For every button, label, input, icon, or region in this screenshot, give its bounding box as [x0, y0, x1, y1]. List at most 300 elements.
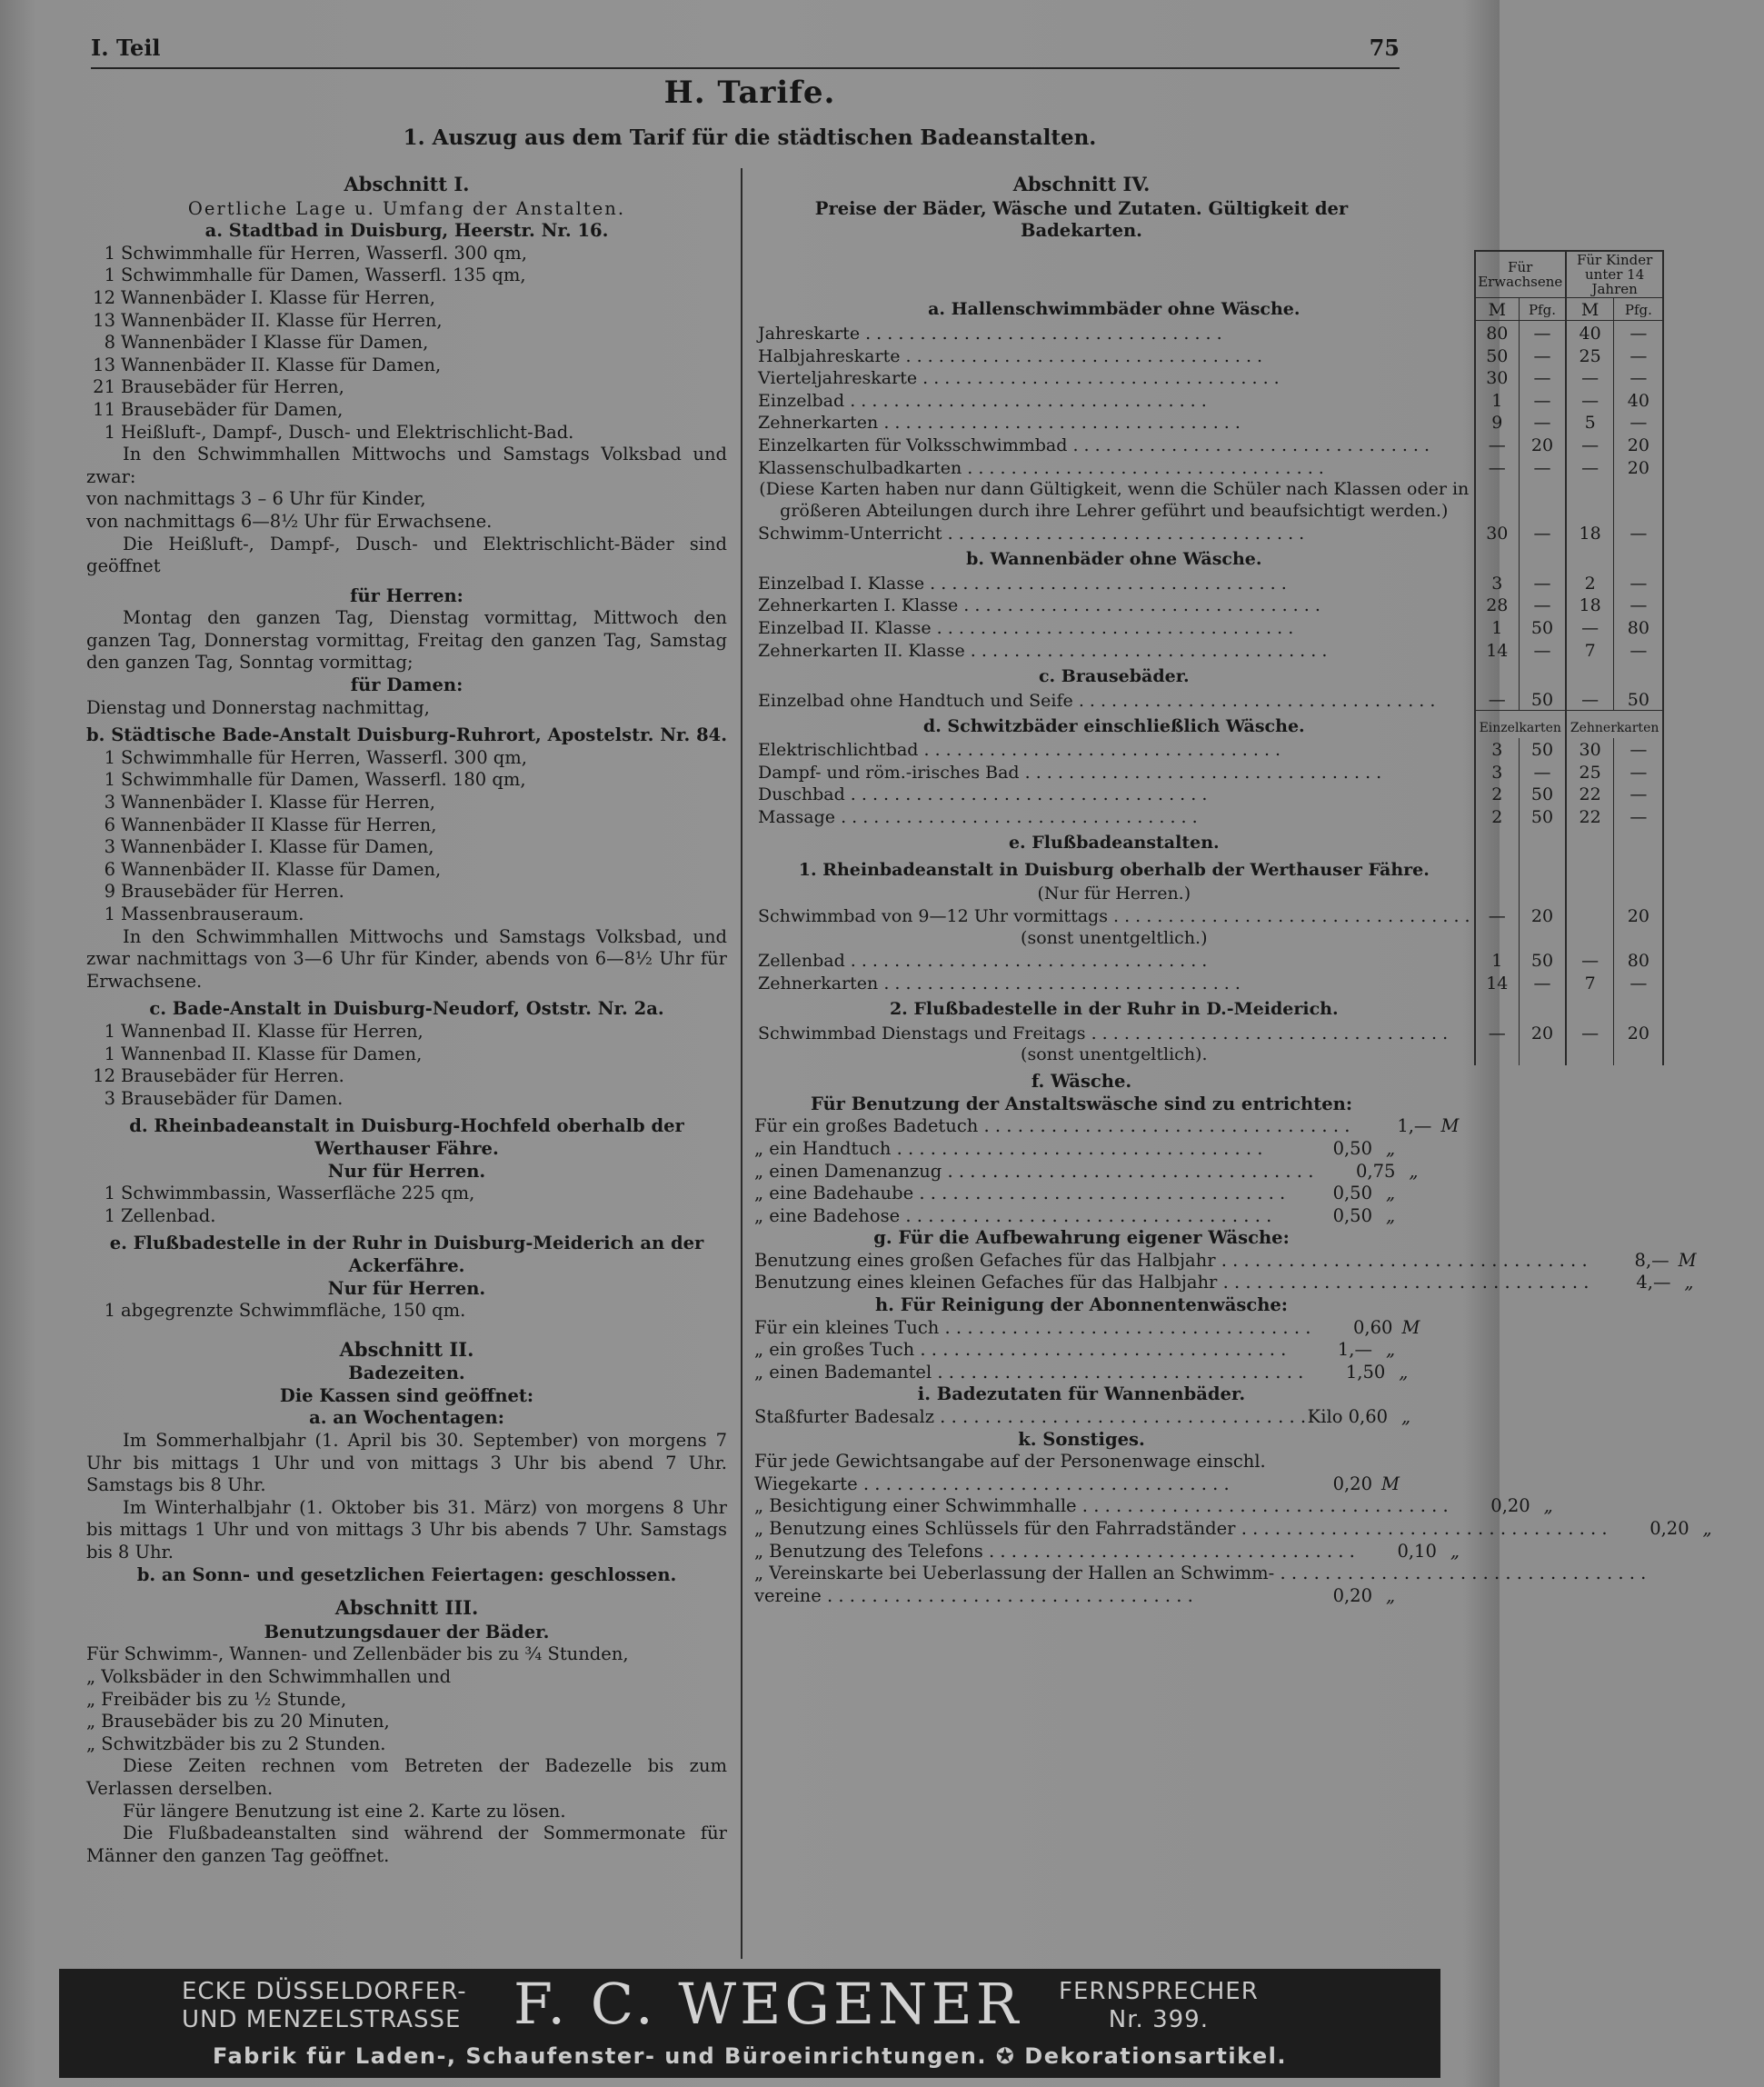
th-pf-2: Pfg. [1614, 297, 1663, 321]
item-count: 9 [104, 881, 115, 903]
price-line-label: „ einen Bademantel . . . [754, 1362, 1303, 1383]
aufbewahrung-heading: g. Für die Aufbewahrung eigener Wäsche: [873, 1227, 1290, 1249]
price-line-unit: M [1440, 1115, 1460, 1137]
damen-times: Dienstag und Donnerstag nachmittag, [86, 696, 430, 718]
row-label [754, 321, 1475, 344]
price-cell: 40 [1614, 388, 1663, 411]
price-line-unit: „ [1702, 1518, 1712, 1539]
price-cell: — [1520, 388, 1566, 411]
price-line-text [754, 1115, 1350, 1138]
table-row [754, 783, 1663, 805]
row-label-text: Zehnerkarten I. Klasse . . . [758, 595, 1321, 615]
price-cell: 80 [1614, 615, 1663, 638]
price-line-unit: „ [1401, 1406, 1411, 1428]
waesche-sub: Für Benutzung der Anstaltswäsche sind zu entrichten: [810, 1093, 1353, 1114]
item-count: 21 [93, 376, 115, 398]
price-cell [1614, 661, 1663, 688]
price-line-text [754, 1585, 1291, 1608]
price-cell [1566, 882, 1614, 904]
right-column [754, 168, 1712, 1607]
price-cell: — [1475, 688, 1520, 711]
row-label-text: Schwimmbad Dienstags und Freitags . . . [758, 1024, 1448, 1044]
stadtbad-geoeffnet: Die Heißluft-, Dampf-, Dusch- und Elektrischlicht-Bäder sind geöffnet [86, 533, 727, 577]
price-cell: — [1566, 688, 1614, 711]
price-line-label: Für ein großes Badetuch . . . [754, 1115, 1350, 1136]
badezutaten-heading: i. Badezutaten für Wannenbäder. [917, 1383, 1246, 1405]
price-cell: — [1614, 411, 1663, 434]
price-line [754, 1183, 1409, 1205]
item-count: 3 [104, 836, 115, 858]
list-item [86, 310, 727, 333]
price-cell [1475, 661, 1520, 688]
klassen-note: (Diese Karten haben nur dann Gültigkeit, wenn die Schüler nach Klassen oder in größeren Abteilungen durch ihre Lehrer geführt und beaufsichtigt werden.) [759, 478, 1470, 521]
item-text: Wannenbäder I. Klasse für Herren, [121, 286, 435, 308]
price-cell [1475, 926, 1520, 949]
list-item [86, 265, 727, 287]
price-line-amount: 0,50 [1332, 1204, 1372, 1226]
table-section-row [754, 994, 1663, 1021]
item-count: 1 [104, 904, 115, 924]
wannen-heading: b. Wannenbäder ohne Wäsche. [966, 549, 1262, 570]
price-cell: — [1566, 433, 1614, 455]
price-cell: 50 [1614, 688, 1663, 711]
item-text: Brausebäder für Damen, [121, 398, 344, 420]
item-count: 1 [104, 1183, 115, 1204]
price-line-text [754, 1495, 1449, 1518]
item-count: 3 [104, 1087, 115, 1109]
meiderich-heading: e. Flußbadestelle in der Ruhr in Duisburg-Meiderich an der Ackerfähre. [109, 1233, 704, 1276]
th-kinder: Für Kinder unter 14 Jahren [1566, 251, 1663, 298]
price-cell: 7 [1566, 971, 1614, 994]
rhein-heading: 1. Rheinbadeanstalt in Duisburg oberhalb der Werthauser Fähre. [798, 859, 1430, 880]
price-line [754, 1205, 1409, 1228]
hallen-heading: a. Hallenschwimmbäder ohne Wäsche. [928, 298, 1301, 319]
table-row [754, 638, 1663, 661]
row-label [754, 949, 1475, 972]
price-line-amount: 0,50 [1332, 1183, 1372, 1204]
price-cell: — [1614, 366, 1663, 389]
price-line-text [754, 1362, 1303, 1384]
rhein-sonst: (sonst unentgeltlich.) [1021, 927, 1208, 948]
price-line-unit: „ [1399, 1361, 1409, 1383]
stadtbad-volksbad: In den Schwimmhallen Mittwochs und Samstags Volksbad und zwar: [86, 444, 727, 487]
row-label [754, 344, 1475, 366]
price-line-amount: Kilo 0,60 [1307, 1406, 1389, 1428]
price-cell: 40 [1566, 321, 1614, 344]
price-cell [1614, 854, 1663, 882]
price-cell: 20 [1520, 433, 1566, 455]
benutzung-note-1: Diese Zeiten rechnen vom Betreten der Badezelle bis zum Verlassen derselben. [86, 1755, 727, 1799]
price-cell: — [1520, 571, 1566, 594]
price-cell: — [1475, 433, 1520, 455]
running-header [91, 31, 1400, 69]
list-item [86, 904, 727, 926]
price-line-text [754, 1205, 1291, 1228]
list-item [86, 1205, 727, 1228]
item-text: abgegrenzte Schwimmfläche, 150 qm. [121, 1300, 466, 1322]
price-cell [1614, 544, 1663, 571]
price-line-label: Benutzung eines großen Gefaches für das Halbjahr . . . [754, 1250, 1588, 1271]
table-row [754, 760, 1663, 783]
price-line-label: „ ein großes Tuch . . . [754, 1339, 1286, 1360]
price-cell: 3 [1475, 760, 1520, 783]
price-line-amount: 1,— [1397, 1115, 1432, 1137]
list-item [86, 814, 727, 837]
price-cell: 22 [1566, 804, 1614, 827]
price-cell [1520, 1044, 1566, 1066]
ad-company-name: F. C. WEGENER [513, 1971, 1022, 2037]
row-label-text: Einzelbad . . . [758, 391, 1207, 411]
price-cell: 20 [1520, 904, 1566, 927]
list-item: „ Freibäder bis zu ½ Stunde, [86, 1688, 347, 1710]
advertisement-banner [59, 1969, 1440, 2078]
item-text: Schwimmhalle für Damen, Wasserfl. 135 qm, [121, 265, 526, 286]
row-label-text: Elektrischlichtbad . . . [758, 740, 1281, 760]
section-2-subtitle: Badezeiten. [348, 1363, 465, 1384]
hochfeld-heading: d. Rheinbadeanstalt in Duisburg-Hochfeld oberhalb der Werthauser Fähre. [129, 1115, 684, 1159]
price-cell [1614, 882, 1663, 904]
fluss-heading: e. Flußbadeanstalten. [1008, 832, 1220, 853]
schwitz-heading: d. Schwitzbäder einschließlich Wäsche. [922, 715, 1305, 736]
item-count: 6 [104, 814, 115, 835]
list-item [86, 747, 727, 770]
price-cell: 5 [1566, 411, 1614, 434]
price-line-amount: 0,10 [1397, 1540, 1437, 1562]
price-cell [1475, 1044, 1520, 1066]
price-line [754, 1115, 1460, 1138]
list-item: „ Volksbäder in den Schwimmhallen und [86, 1666, 452, 1687]
section-2-title: Abschnitt II. [339, 1337, 474, 1361]
price-line [754, 1316, 1420, 1340]
item-text: Schwimmhalle für Herren, Wasserfl. 300 qm, [121, 746, 527, 768]
price-cell [1520, 994, 1566, 1021]
row-label [754, 594, 1475, 616]
row-label-text: Jahreskarte . . . [758, 324, 1222, 344]
item-text: Wannenbäder I. Klasse für Herren, [121, 792, 435, 814]
ad-phone-label: FERNSPRECHER [1059, 1978, 1259, 2005]
item-text: Wannenbäder II Klasse für Herren, [121, 814, 437, 835]
benutzung-note-3: Die Flußbadeanstalten sind während der Sommermonate für Männer den ganzen Tag geöffnet. [86, 1822, 727, 1866]
list-item [86, 859, 727, 882]
price-cell [1614, 827, 1663, 854]
table-row [754, 321, 1663, 344]
table-row [754, 344, 1663, 366]
sonstiges-heading: k. Sonstiges. [1018, 1428, 1145, 1450]
ruhr-sonst: (sonst unentgeltlich). [1021, 1044, 1208, 1065]
item-text: Schwimmhalle für Damen, Wasserfl. 180 qm, [121, 769, 526, 791]
price-cell [1520, 926, 1566, 949]
item-count: 1 [104, 1043, 115, 1064]
th-m-2: M [1566, 297, 1614, 321]
damen-heading: für Damen: [350, 674, 463, 696]
list-item [86, 1088, 727, 1111]
row-label-text: Halbjahreskarte . . . [758, 346, 1262, 366]
price-line-text [754, 1138, 1291, 1161]
price-line-unit: „ [1684, 1272, 1694, 1293]
item-count: 1 [104, 769, 115, 791]
list-item [86, 1300, 727, 1323]
price-cell: — [1614, 594, 1663, 616]
herren-heading: für Herren: [350, 584, 463, 606]
price-line-label: „ einen Damenanzug . . . [754, 1161, 1313, 1182]
price-cell [1614, 478, 1663, 522]
price-line [754, 1473, 1409, 1496]
price-line-amount: 0,20 [1649, 1518, 1689, 1539]
table-row [754, 688, 1663, 711]
price-line-text [754, 1250, 1588, 1273]
th-pf-1: Pfg. [1520, 297, 1566, 321]
price-cell [1475, 827, 1520, 854]
left-column [86, 168, 727, 1867]
table-row [754, 411, 1663, 434]
price-line-label: vereine . . . [754, 1585, 1193, 1606]
extras-section [754, 1071, 1712, 1607]
price-cell: — [1614, 783, 1663, 805]
row-label [754, 455, 1475, 478]
benutzungsdauer-list [86, 1643, 727, 1755]
section-1-subtitle: Oertliche Lage u. Umfang der Anstalten. [187, 197, 626, 219]
price-cell: 50 [1520, 949, 1566, 972]
price-cell: — [1614, 804, 1663, 827]
price-cell [1614, 994, 1663, 1021]
list-item: „ Schwitzbäder bis zu 2 Stunden. [86, 1733, 386, 1754]
price-cell: — [1614, 344, 1663, 366]
price-line-unit: „ [1385, 1183, 1396, 1204]
table-note-row [754, 1044, 1663, 1066]
item-text: Wannenbäder II. Klasse für Damen, [121, 354, 442, 375]
meiderich-list [86, 1300, 727, 1323]
price-cell: — [1520, 760, 1566, 783]
item-text: Zellenbad. [121, 1204, 216, 1226]
item-text: Brausebäder für Herren. [121, 881, 344, 903]
table-row [754, 971, 1663, 994]
row-label-text: Duschbad . . . [758, 784, 1207, 804]
table-row [754, 904, 1663, 927]
price-cell: 9 [1475, 411, 1520, 434]
price-line-unit: M [1678, 1249, 1697, 1271]
price-line-amount: 0,20 [1332, 1473, 1372, 1494]
price-cell: — [1614, 522, 1663, 544]
price-line-text [754, 1317, 1311, 1340]
feiertage-text: b. an Sonn- und gesetzlichen Feiertagen: geschlossen. [136, 1563, 677, 1585]
price-cell: 2 [1475, 804, 1520, 827]
neudorf-list [86, 1021, 727, 1110]
item-count: 13 [93, 309, 115, 331]
page-number: 75 [1369, 35, 1400, 61]
table-row [754, 455, 1663, 478]
price-line-label: „ eine Badehaube . . . [754, 1183, 1285, 1203]
ruhrort-heading: b. Städtische Bade-Anstalt Duisburg-Ruhrort, Apostelstr. Nr. 84. [86, 724, 728, 746]
row-label-text: Vierteljahreskarte . . . [758, 368, 1280, 388]
table-note-row [754, 882, 1663, 904]
winterhalbjahr-text: Im Winterhalbjahr (1. Oktober bis 31. März) von morgens 8 Uhr bis mittags 1 Uhr und von mittags 3 Uhr bis abends 7 Uhr. Samstags bis 8 Uhr. [86, 1496, 727, 1563]
price-cell: 2 [1475, 783, 1520, 805]
price-cell: — [1566, 1021, 1614, 1044]
price-cell: 3 [1475, 571, 1520, 594]
row-label-text: Einzelbad I. Klasse . . . [758, 574, 1287, 594]
price-cell: 50 [1475, 344, 1520, 366]
brause-heading: c. Brausebäder. [1038, 665, 1190, 686]
price-cell: 50 [1520, 688, 1566, 711]
price-cell [1614, 1044, 1663, 1066]
item-count: 1 [104, 746, 115, 768]
price-line-label: Staßfurter Badesalz . . . [754, 1406, 1306, 1427]
price-line-text [754, 1563, 1646, 1585]
table-row [754, 1021, 1663, 1044]
item-count: 8 [104, 332, 115, 354]
price-line-unit: „ [1409, 1160, 1419, 1182]
price-cell: 20 [1614, 455, 1663, 478]
price-line-text [754, 1183, 1291, 1205]
ad-address [182, 1978, 467, 2034]
price-line [754, 1518, 1712, 1541]
table-row [754, 366, 1663, 389]
price-cell: 1 [1475, 388, 1520, 411]
price-cell: 1 [1475, 949, 1520, 972]
row-label [754, 971, 1475, 994]
price-line-amount: 1,50 [1345, 1361, 1386, 1383]
price-cell: 14 [1475, 971, 1520, 994]
price-line-amount: 0,20 [1332, 1584, 1372, 1606]
row-label-text: Schwimmbad von 9—12 Uhr vormittags . . . [758, 906, 1470, 926]
price-cell: — [1475, 904, 1520, 927]
waesche-heading: f. Wäsche. [1031, 1071, 1132, 1093]
list-item [86, 332, 727, 354]
benutzung-note-2: Für längere Benutzung ist eine 2. Karte zu lösen. [123, 1800, 566, 1822]
ad-tagline: Fabrik für Laden-, Schaufenster- und Büroeinrichtungen. ✪ Dekorationsartikel. [212, 2043, 1288, 2069]
table-row [754, 615, 1663, 638]
price-cell: 7 [1566, 638, 1614, 661]
price-line [754, 1138, 1409, 1161]
price-cell: 20 [1614, 904, 1663, 927]
price-cell: 50 [1520, 615, 1566, 638]
price-cell: — [1520, 971, 1566, 994]
row-label-text: Einzelbad II. Klasse . . . [758, 618, 1293, 638]
price-cell: 20 [1520, 1021, 1566, 1044]
price-line-text [754, 1161, 1313, 1183]
row-label-text: Einzelkarten für Volksschwimmbad . . . [758, 435, 1430, 455]
table-row [754, 949, 1663, 972]
price-cell [1566, 854, 1614, 882]
price-cell [1475, 478, 1520, 522]
row-label [754, 615, 1475, 638]
row-label-text: Zehnerkarten . . . [758, 974, 1241, 994]
section-1-title: Abschnitt I. [344, 173, 470, 195]
price-cell [1566, 994, 1614, 1021]
price-cell [1566, 904, 1614, 927]
row-label [754, 433, 1475, 455]
item-count: 6 [104, 858, 115, 880]
item-count: 12 [93, 1065, 115, 1087]
price-cell: — [1520, 455, 1566, 478]
table-row [754, 738, 1663, 761]
item-text: Wannenbäder I Klasse für Damen, [121, 332, 429, 354]
price-line-amount: 8,— [1634, 1249, 1669, 1271]
price-cell: 25 [1566, 760, 1614, 783]
item-count: 1 [104, 1020, 115, 1042]
hochfeld-sub: Nur für Herren. [327, 1160, 486, 1182]
price-line-unit: „ [1543, 1495, 1553, 1517]
item-text: Wannenbad II. Klasse für Damen, [121, 1043, 423, 1064]
list-item [86, 1065, 727, 1088]
list-item [86, 354, 727, 377]
item-text: Brausebäder für Herren, [121, 376, 344, 398]
item-count: 13 [93, 354, 115, 375]
price-line-text [754, 1406, 1306, 1429]
price-cell [1475, 854, 1520, 882]
price-cell: — [1614, 321, 1663, 344]
price-line-unit: „ [1385, 1204, 1396, 1226]
row-label-text: Schwimm-Unterricht . . . [758, 524, 1304, 544]
page-title: H. Tarife. [663, 75, 836, 111]
stadtbad-heading: a. Stadtbad in Duisburg, Heerstr. Nr. 16. [204, 220, 609, 242]
price-cell: 20 [1614, 433, 1663, 455]
price-line [754, 1249, 1697, 1273]
price-line [754, 1540, 1460, 1563]
price-cell: — [1614, 638, 1663, 661]
price-cell: 22 [1566, 783, 1614, 805]
item-text: Schwimmbassin, Wasserfläche 225 qm, [121, 1183, 475, 1204]
price-cell: 25 [1566, 344, 1614, 366]
table-section-row [754, 661, 1663, 688]
row-label [754, 904, 1475, 927]
price-line [754, 1362, 1409, 1384]
table-row [754, 433, 1663, 455]
price-cell [1475, 544, 1520, 571]
price-line-label: „ eine Badehose . . . [754, 1205, 1271, 1226]
row-label [754, 760, 1475, 783]
price-cell: 80 [1475, 321, 1520, 344]
row-label-text: Zellenbad . . . [758, 951, 1207, 971]
price-line [754, 1585, 1409, 1608]
list-item [86, 792, 727, 814]
ad-address-line-1: ECKE DÜSSELDORFER- [182, 1978, 467, 2005]
price-cell: 14 [1475, 638, 1520, 661]
price-line-unit: „ [1385, 1584, 1396, 1606]
price-cell [1520, 544, 1566, 571]
row-label [754, 783, 1475, 805]
list-item [86, 1183, 727, 1205]
herren-times: Montag den ganzen Tag, Dienstag vormittag, Mittwoch den ganzen Tag, Donnerstag vormittag, Freitag den ganzen Tag, Samstag den ganzen Tag, Sonntag vormittag; [86, 607, 727, 674]
row-label [754, 522, 1475, 544]
page-subtitle: 1. Auszug aus dem Tarif für die städtischen Badeanstalten. [403, 125, 1097, 150]
neudorf-heading: c. Bade-Anstalt in Duisburg-Neudorf, Oststr. Nr. 2a. [149, 998, 664, 1020]
price-line-unit [1728, 1563, 1764, 1585]
price-cell: — [1520, 366, 1566, 389]
price-line-unit: „ [1385, 1339, 1396, 1361]
price-cell [1520, 882, 1566, 904]
meiderich-sub: Nur für Herren. [327, 1277, 486, 1299]
stadtbad-kinder: von nachmittags 3 – 6 Uhr für Kinder, [86, 488, 426, 510]
price-cell: — [1520, 411, 1566, 434]
section-3-title: Abschnitt III. [334, 1596, 479, 1620]
row-label [754, 688, 1475, 711]
item-count: 3 [104, 792, 115, 814]
table-section-row [754, 854, 1663, 882]
price-cell: 30 [1566, 738, 1614, 761]
price-cell: — [1566, 388, 1614, 411]
price-cell [1520, 478, 1566, 522]
table-row [754, 804, 1663, 827]
ruhrort-list [86, 747, 727, 926]
price-line-amount: 0,50 [1332, 1137, 1372, 1159]
price-cell [1566, 661, 1614, 688]
item-count: 1 [104, 421, 115, 443]
table-row [754, 388, 1663, 411]
price-cell: — [1475, 1021, 1520, 1044]
row-label [754, 1021, 1475, 1044]
row-label-text: Massage . . . [758, 807, 1198, 827]
